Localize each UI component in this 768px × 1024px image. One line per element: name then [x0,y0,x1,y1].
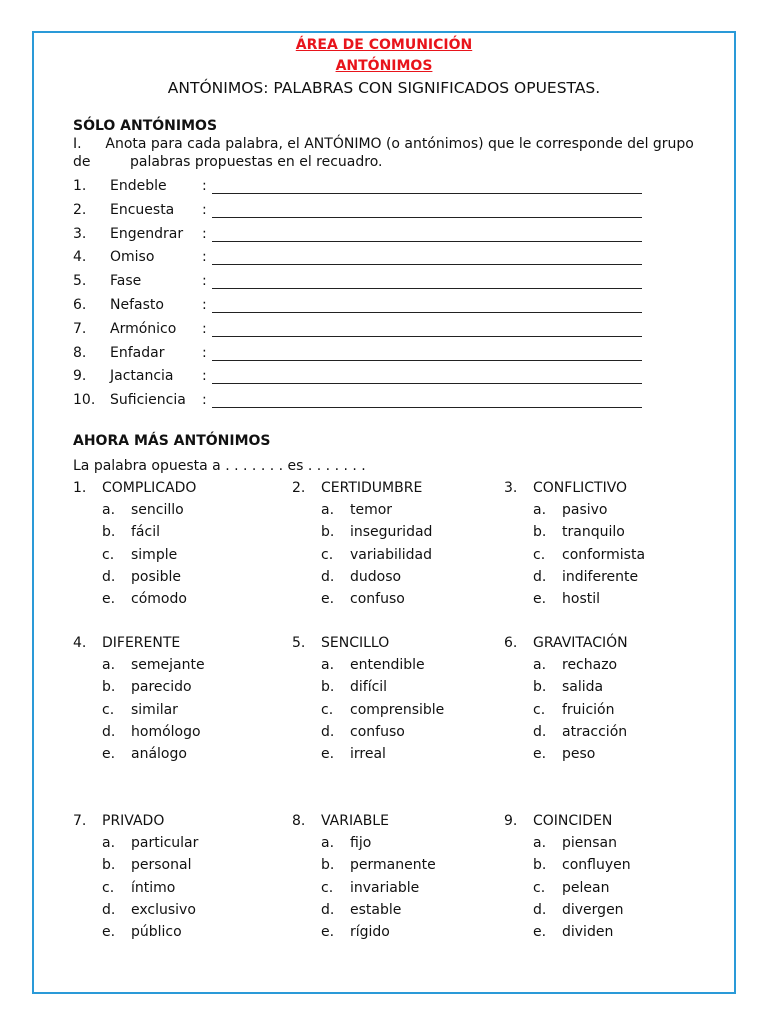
question-word: Engendrar [110,225,184,242]
option-text: hostil [562,591,601,608]
option-letter: a. [102,502,116,519]
option-letter: b. [533,857,547,874]
question-colon: : [202,368,207,385]
group-number: 8. [292,813,306,829]
section2-title: AHORA MÁS ANTÓNIMOS [73,433,271,449]
option-item[interactable] [504,899,631,921]
option-text: similar [131,701,178,718]
section2-intro: La palabra opuesta a . . . . . . . es . . . . . . . [73,458,366,474]
option-text: indiferente [562,569,639,586]
answer-line[interactable] [212,202,642,218]
question-number: 7. [73,320,87,337]
option-letter: e. [533,746,547,763]
option-item[interactable] [504,588,645,610]
option-letter: b. [102,679,116,696]
antonym-group [292,810,436,943]
option-item[interactable] [504,743,628,765]
option-text: piensan [562,835,618,852]
option-item[interactable] [504,877,631,899]
option-item[interactable] [504,654,628,676]
question-number: 6. [73,297,87,313]
option-text: exclusivo [131,902,196,919]
question-word: Enfadar [110,344,165,361]
antonym-group [73,632,205,765]
option-letter: d. [533,724,547,741]
answer-line[interactable] [212,321,642,337]
group-header [292,632,444,654]
question-colon: : [202,297,207,313]
option-text: homólogo [131,724,201,741]
group-number: 4. [73,635,87,651]
option-text: personal [131,857,192,874]
option-letter: d. [321,724,335,741]
instruction-word: grupo [652,136,694,152]
question-colon: : [202,273,207,290]
question-row [73,364,642,384]
option-text: rígido [350,924,390,941]
area-title: ÁREA DE COMUNICIÓN [295,37,473,53]
option-text: simple [131,546,178,563]
group-word: COINCIDEN [533,813,613,829]
group-number: 9. [504,813,518,829]
question-row [73,388,642,408]
question-row [73,174,642,194]
option-letter: e. [321,924,335,941]
option-text: comprensible [350,701,445,718]
option-item[interactable] [292,544,432,566]
option-item[interactable] [73,921,198,943]
question-word: Fase [110,273,142,290]
group-number: 2. [292,480,306,496]
instruction [73,135,694,171]
option-text: temor [350,502,393,519]
option-text: rechazo [562,657,618,674]
option-text: pasivo [562,502,608,519]
question-row [73,245,642,265]
group-word: PRIVADO [102,813,165,829]
option-text: parecido [131,679,192,696]
option-letter: a. [321,835,335,852]
option-letter: d. [102,569,116,586]
option-text: semejante [131,657,205,674]
group-word: COMPLICADO [102,480,197,496]
option-item[interactable] [504,566,645,588]
question-number: 8. [73,344,87,361]
antonym-group [504,477,645,610]
answer-line[interactable] [212,249,642,265]
option-text: íntimo [131,879,176,896]
group-word: CONFLICTIVO [533,480,628,496]
option-letter: b. [533,679,547,696]
option-text: peso [562,746,596,763]
group-word: DIFERENTE [102,635,181,651]
question-colon: : [202,201,207,218]
instruction-line-1 [73,135,694,153]
group-word: GRAVITACIÓN [533,635,628,651]
option-item[interactable] [504,499,645,521]
group-word: CERTIDUMBRE [321,480,423,496]
question-colon: : [202,249,207,266]
group-header [292,477,432,499]
option-text: difícil [350,679,388,696]
option-item[interactable] [73,721,205,743]
question-word: Nefasto [110,297,164,313]
page-subtitle: ANTÓNIMOS: PALABRAS CON SIGNIFICADOS OPUESTAS. [167,79,601,97]
group-header [73,810,198,832]
option-item[interactable] [73,521,196,543]
option-text: tranquilo [562,524,625,541]
option-letter: b. [533,524,547,541]
topic-title: ANTÓNIMOS [335,58,433,74]
instruction-word: del [627,136,649,152]
option-item[interactable] [504,521,645,543]
group-number: 7. [73,813,87,829]
option-letter: e. [102,924,116,941]
option-letter: d. [321,569,335,586]
option-item[interactable] [73,899,198,921]
question-colon: : [202,392,207,409]
instruction-word: Anota [105,136,147,152]
option-item[interactable] [73,699,205,721]
question-word: Jactancia [110,368,174,385]
option-item[interactable] [504,854,631,876]
option-letter: b. [321,679,335,696]
question-number: 5. [73,273,87,290]
option-item[interactable] [292,899,436,921]
group-number: 6. [504,635,518,651]
option-text: permanente [350,857,436,874]
option-item[interactable] [73,499,196,521]
option-letter: c. [533,701,546,718]
instruction-word: cada [187,136,221,152]
option-letter: a. [102,835,116,852]
question-colon: : [202,320,207,337]
option-text: cómodo [131,591,187,608]
option-letter: e. [321,591,335,608]
group-word: SENCILLO [321,635,390,651]
instruction-word: le [518,136,532,152]
option-letter: a. [321,657,335,674]
answer-line[interactable] [212,392,642,408]
option-text: inseguridad [350,524,433,541]
option-item[interactable] [292,921,436,943]
group-word: VARIABLE [321,813,389,829]
question-number: 4. [73,249,87,266]
option-letter: c. [321,879,334,896]
option-letter: e. [102,746,116,763]
option-letter: b. [102,857,116,874]
instruction-word: corresponde [535,136,623,152]
option-item[interactable] [73,654,205,676]
option-text: dudoso [350,569,402,586]
question-word: Armónico [110,320,177,337]
option-item[interactable] [504,699,628,721]
question-colon: : [202,225,207,242]
question-row [73,198,642,218]
question-word: Endeble [110,178,167,194]
option-item[interactable] [292,854,436,876]
option-item[interactable] [292,721,444,743]
option-text: estable [350,902,402,919]
instruction-de: de [73,154,91,170]
antonym-group [292,632,444,765]
option-text: sencillo [131,502,184,519]
answer-line[interactable] [212,273,642,289]
option-text: análogo [131,746,187,763]
option-letter: b. [321,524,335,541]
group-header [504,477,645,499]
option-letter: c. [102,879,115,896]
option-text: entendible [350,657,425,674]
instruction-word: para [150,136,183,152]
option-letter: a. [533,502,547,519]
option-text: fruición [562,701,615,718]
option-text: variabilidad [350,546,432,563]
group-number: 3. [504,480,518,496]
option-item[interactable] [292,676,444,698]
question-colon: : [202,344,207,361]
answer-line[interactable] [212,368,642,384]
question-row [73,269,642,289]
option-item[interactable] [504,832,631,854]
option-letter: c. [321,546,334,563]
option-item[interactable] [73,877,198,899]
option-text: divergen [562,902,624,919]
question-number: 9. [73,368,87,385]
option-item[interactable] [292,654,444,676]
instruction-word: antónimos) [404,136,484,152]
option-letter: c. [102,546,115,563]
option-text: conformista [562,546,646,563]
answer-line[interactable] [212,345,642,361]
option-letter: d. [102,724,116,741]
option-letter: b. [321,857,335,874]
question-row [73,341,642,361]
option-item[interactable] [292,743,444,765]
question-row [73,317,642,337]
option-item[interactable] [504,544,645,566]
option-item[interactable] [504,721,628,743]
option-item[interactable] [292,499,432,521]
option-item[interactable] [73,676,205,698]
group-header [73,632,205,654]
option-letter: d. [533,569,547,586]
option-letter: c. [533,879,546,896]
answer-line[interactable] [212,226,642,242]
instruction-word: el [287,136,300,152]
option-text: confuso [350,591,405,608]
option-text: salida [562,679,604,696]
antonym-group [504,632,628,765]
answer-line[interactable] [212,178,642,194]
option-text: atracción [562,724,628,741]
question-number: 2. [73,201,87,218]
question-number: 10. [73,392,96,409]
group-header [292,810,436,832]
option-item[interactable] [504,676,628,698]
group-header [73,477,196,499]
option-letter: a. [321,502,335,519]
option-item[interactable] [292,566,432,588]
option-letter: e. [321,746,335,763]
section1-title: SÓLO ANTÓNIMOS [73,118,218,134]
instruction-line2-text: palabras propuestas en el recuadro. [130,154,383,170]
antonym-group [73,810,198,943]
option-text: invariable [350,879,420,896]
option-text: fácil [131,524,160,541]
question-row [73,293,642,313]
antonym-group [504,810,631,943]
question-word: Suficiencia [110,392,186,409]
question-row [73,222,642,242]
option-letter: b. [102,524,116,541]
option-item[interactable] [504,921,631,943]
option-text: irreal [350,746,386,763]
option-letter: e. [102,591,116,608]
instruction-word: palabra, [225,136,283,152]
option-letter: d. [321,902,335,919]
option-item[interactable] [73,588,196,610]
instruction-line-2 [73,153,694,171]
option-text: fijo [350,835,372,852]
antonym-group [292,477,432,610]
group-header [504,810,631,832]
option-text: posible [131,569,182,586]
group-number: 1. [73,480,87,496]
option-item[interactable] [73,544,196,566]
group-header [504,632,628,654]
option-item[interactable] [73,832,198,854]
option-letter: c. [102,701,115,718]
option-letter: d. [533,902,547,919]
question-colon: : [202,178,207,194]
option-item[interactable] [73,566,196,588]
option-letter: a. [102,657,116,674]
option-item[interactable] [292,521,432,543]
option-letter: a. [533,657,547,674]
option-letter: e. [533,924,547,941]
option-item[interactable] [73,854,198,876]
option-item[interactable] [292,588,432,610]
question-number: 3. [73,225,87,242]
option-item[interactable] [73,743,205,765]
option-letter: c. [533,546,546,563]
option-letter: a. [533,835,547,852]
option-text: dividen [562,924,614,941]
question-number: 1. [73,178,87,194]
instruction-word: que [488,136,515,152]
answer-line[interactable] [212,297,642,313]
option-item[interactable] [292,832,436,854]
question-word: Omiso [110,249,155,266]
option-text: pelean [562,879,610,896]
option-item[interactable] [292,699,444,721]
option-item[interactable] [292,877,436,899]
option-text: público [131,924,182,941]
instruction-word: ANTÓNIMO [304,136,382,152]
option-letter: e. [533,591,547,608]
group-number: 5. [292,635,306,651]
option-text: confuso [350,724,405,741]
question-word: Encuesta [110,201,175,218]
option-text: particular [131,835,199,852]
option-letter: c. [321,701,334,718]
antonym-group [73,477,196,610]
instruction-word: (o [385,136,400,152]
option-text: confluyen [562,857,631,874]
option-letter: d. [102,902,116,919]
instruction-number: I. [73,136,82,152]
